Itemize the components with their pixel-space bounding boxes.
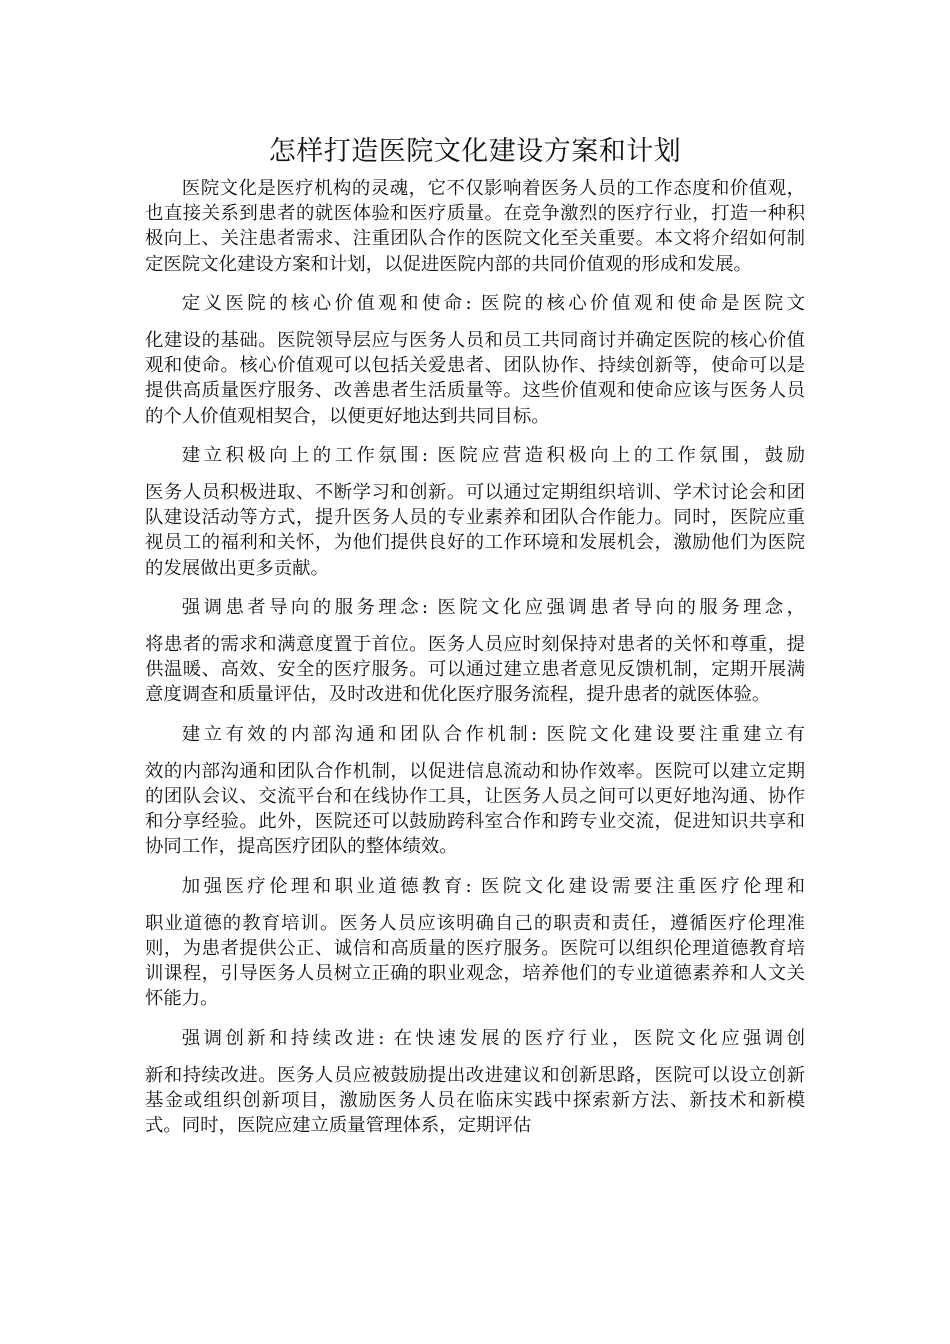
section-work-atmosphere bbox=[145, 443, 805, 581]
section-lead: 定义医院的核心价值观和使命: 医院的核心价值观和使命是医院文 bbox=[181, 292, 805, 314]
section-lead: 强调患者导向的服务理念: 医院文化应强调患者导向的服务理念， bbox=[181, 596, 805, 618]
section-body: 效的内部沟通和团队合作机制，以促进信息流动和协作效率。医院可以建立定期的团队会议、交流平台和在线协作工具，让医务人员之间可以更好地沟通、协作和分享经验。此外，医院还可以鼓励跨科室合作和跨专业交流，促进知识共享和协同工作，提高医疗团队的整体绩效。 bbox=[145, 760, 805, 858]
section-lead: 加强医疗伦理和职业道德教育: 医院文化建设需要注重医疗伦理和 bbox=[181, 875, 805, 897]
page-title: 怎样打造医院文化建设方案和计划 bbox=[268, 136, 682, 167]
section-body: 化建设的基础。医院领导层应与医务人员和员工共同商讨并确定医院的核心价值观和使命。核心价值观可以包括关爱患者、团队协作、持续创新等，使命可以是提供高质量医疗服务、改善患者生活质量等。这些价值观和使命应该与医务人员的个人价值观相契合，以便更好地达到共同目标。 bbox=[145, 330, 805, 427]
section-core-values bbox=[145, 291, 805, 429]
section-body: 职业道德的教育培训。医务人员应该明确自己的职责和责任，遵循医疗伦理准则，为患者提供公正、诚信和高质量的医疗服务。医院可以组织伦理道德教育培训课程，引导医务人员树立正确的职业观念，培养他们的专业道德素养和人文关怀能力。 bbox=[145, 912, 805, 1010]
section-communication bbox=[145, 722, 805, 860]
section-body: 医务人员积极进取、不断学习和创新。可以通过定期组织培训、学术讨论会和团队建设活动等方式，提升医务人员的专业素养和团队合作能力。同时，医院应重视员工的福利和关怀，为他们提供良好的工作环境和发展机会，激励他们为医院的发展做出更多贡献。 bbox=[145, 482, 805, 579]
section-patient-oriented bbox=[145, 595, 805, 708]
document-body bbox=[145, 176, 805, 1153]
section-body: 将患者的需求和满意度置于首位。医务人员应时刻保持对患者的关怀和尊重，提供温暖、高效、安全的医疗服务。可以通过建立患者意见反馈机制，定期开展满意度调查和质量评估，及时改进和优化医疗服务流程，提升患者的就医体验。 bbox=[145, 634, 805, 706]
section-innovation bbox=[145, 1026, 805, 1139]
section-lead: 建立积极向上的工作氛围: 医院应营造积极向上的工作氛围，鼓励 bbox=[181, 444, 805, 466]
section-lead: 强调创新和持续改进: 在快速发展的医疗行业，医院文化应强调创 bbox=[181, 1027, 805, 1049]
section-lead: 建立有效的内部沟通和团队合作机制: 医院文化建设要注重建立有 bbox=[181, 723, 805, 745]
section-ethics bbox=[145, 874, 805, 1012]
section-body: 新和持续改进。医务人员应被鼓励提出改进建议和创新思路，医院可以设立创新基金或组织创新项目，激励医务人员在临床实践中探索新方法、新技术和新模式。同时，医院应建立质量管理体系，定期评估 bbox=[145, 1064, 805, 1137]
intro-paragraph: 医院文化是医疗机构的灵魂，它不仅影响着医务人员的工作态度和价值观，也直接关系到患者的就医体验和医疗质量。在竞争激烈的医疗行业，打造一种积极向上、关注患者需求、注重团队合作的医院文化至关重要。本文将介绍如何制定医院文化建设方案和计划，以促进医院内部的共同价值观的形成和发展。 bbox=[145, 178, 805, 275]
